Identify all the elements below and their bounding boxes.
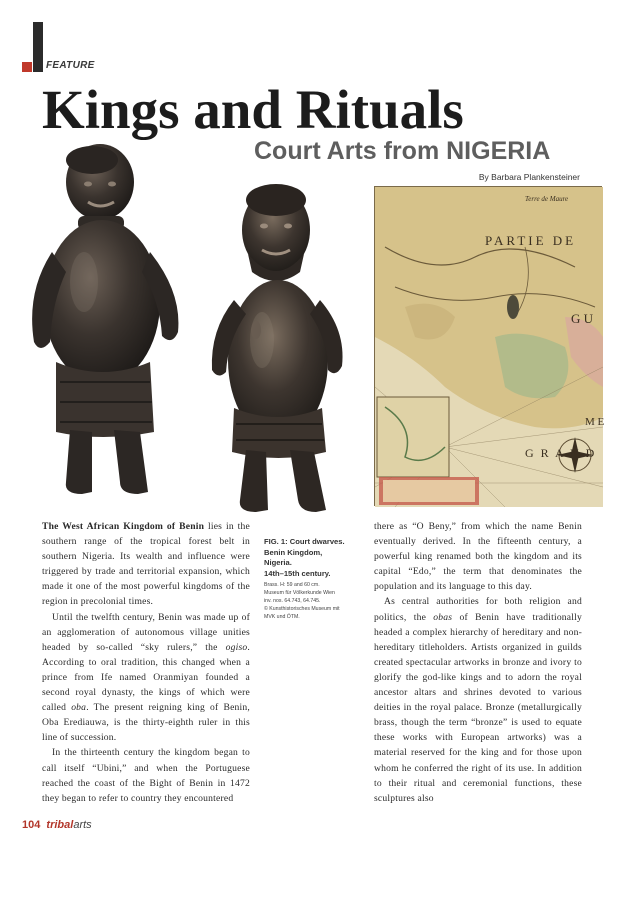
article-subtitle: Court Arts from NIGERIA	[254, 137, 551, 165]
body-column-left	[42, 519, 250, 806]
paragraph: there as “O Beny,” from which the name Benin eventually derived. In the fifteenth century, a powerful king renamed both the kingdom and its capital “Edo,” the term that denominates the population and its language to this day.	[374, 521, 582, 593]
page-footer	[22, 819, 92, 831]
section-label: FEATURE	[46, 60, 95, 71]
brand-bold: tribal	[46, 819, 74, 831]
paragraph-text: Until the twelfth century, Benin was made up of an agglomeration of autonomous village unities headed by so-called “sky rulers,” the	[42, 611, 250, 653]
caption-heading-line: Benin Kingdom,	[264, 547, 323, 557]
italic-term: ogiso	[225, 641, 248, 653]
court-dwarf-figure-right	[196, 180, 358, 520]
caption-heading-line: 14th–15th century.	[264, 568, 331, 578]
paragraph-text: . According to oral tradition, this changed when a prince from Ife named Oranmiyan founded a second royal dynasty, the kings of which were called	[42, 641, 250, 714]
section-marker-square	[22, 62, 32, 72]
paragraph-text: . The present reigning king of Benin, Oba Erediauwa, is the thirty-eighth ruler in this line of succession.	[42, 702, 251, 744]
paragraph-text: As central authorities for both religion and politics, the	[374, 596, 582, 623]
article-title: Kings and Rituals	[42, 79, 464, 140]
paragraph-text: of Benin have traditionally headed a complex hierarchy of hereditary and non-hereditary titleholders. Artists organized in guilds created spectacular artworks in bronze and ivory to glorify the god-like kings and to adorn the royal ancestor altars and shrines devoted to various deities in the royal palace. Bronze (metallurgically brass, though the term “bronze” is used to equate these works with European artworks) was a material reserved for the king and for those upon whom he conferred the right of its use. In addition to their ritual and ceremonial functions, these sculptures also	[374, 611, 582, 804]
italic-term: oba	[71, 702, 87, 714]
map-label-gu: G U	[571, 311, 594, 326]
antique-map-west-africa	[374, 186, 605, 506]
caption-body	[264, 581, 364, 621]
italic-term: obas	[433, 611, 453, 623]
paragraph	[42, 610, 250, 746]
paragraph	[374, 594, 582, 805]
section-marker-bar	[33, 22, 43, 72]
map-label-me: M E	[585, 416, 605, 428]
caption-body-line: Museum für Völkerkunde Wien	[264, 590, 335, 596]
paragraph-text: lies in the southern range of the tropical forest belt in southern Nigeria. Its wealth and influence were triggered by trade and territorial expansion, which made it one of the most powerful kingdoms of the region in precolonial times.	[42, 521, 250, 608]
lede: The West African Kingdom of Benin	[42, 521, 205, 532]
caption-body-line: © Kunsthistorisches Museum mit	[264, 606, 340, 612]
caption-heading	[264, 537, 364, 579]
paragraph	[42, 519, 250, 610]
caption-heading-line: FIG. 1: Court dwarves.	[264, 537, 345, 546]
court-dwarf-figure-left	[22, 142, 194, 502]
paragraph: In the thirteenth century the kingdom began to call itself “Ubini,” and when the Portuguese reached the coast of the Bight of Benin in 1472 they began to refer to country they encountered	[42, 747, 250, 804]
page-number: 104	[22, 819, 41, 831]
brand-rest: arts	[73, 819, 92, 831]
map-label-terre: Terre de Maure	[525, 195, 569, 203]
caption-body-line: Brass. H: 59 and 60 cm.	[264, 582, 320, 588]
figure-caption	[264, 537, 364, 621]
body-column-right	[374, 519, 582, 806]
caption-body-line: inv. nos. 64.743, 64.745.	[264, 598, 321, 604]
map-label-partie: PARTIE DE	[485, 233, 577, 248]
magazine-brand	[46, 819, 91, 831]
caption-heading-line: Nigeria.	[264, 558, 292, 567]
map-label-grand: G R A N D	[525, 446, 597, 460]
caption-body-line: MVK und ÖTM.	[264, 614, 300, 620]
byline: By Barbara Plankensteiner	[478, 172, 580, 182]
